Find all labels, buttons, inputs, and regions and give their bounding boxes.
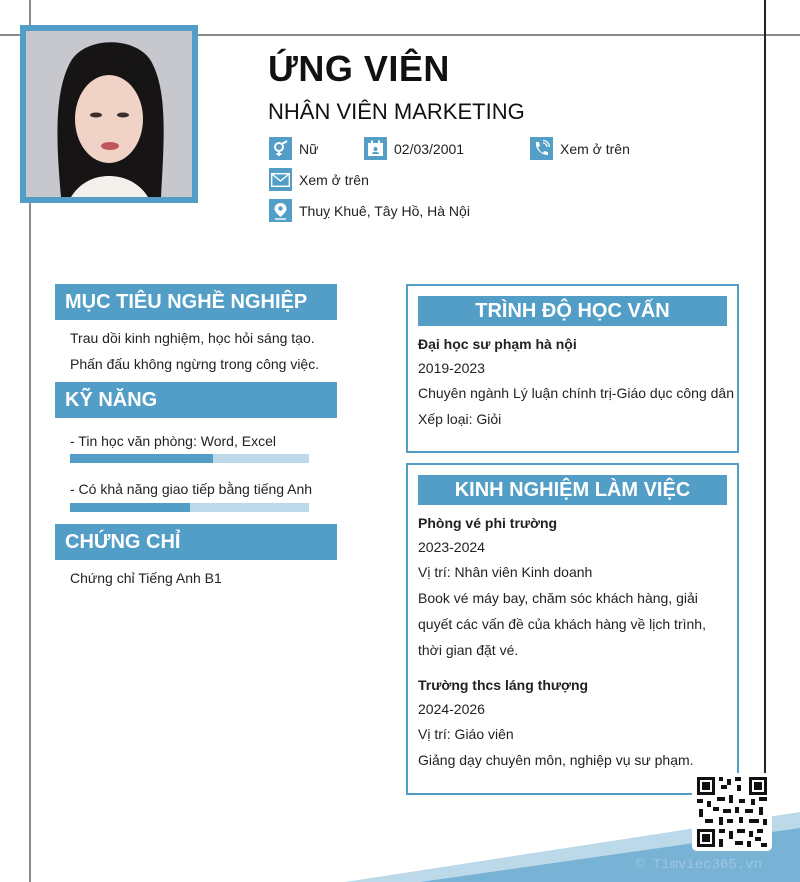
skill-label: - Tin học văn phòng: Word, Excel	[70, 433, 276, 449]
email-field	[269, 168, 369, 191]
phone-value: Xem ở trên	[560, 140, 630, 157]
birthday-field	[364, 137, 464, 160]
skill-bar-fill	[70, 503, 190, 512]
objective-line: Phấn đấu không ngừng trong công việc.	[70, 356, 320, 372]
job-description: quyết các vấn đề của khách hàng về lịch trình,	[418, 616, 706, 632]
calendar-icon	[364, 137, 387, 160]
job-description: Book vé máy bay, chăm sóc khách hàng, giải	[418, 590, 698, 606]
phone-field	[530, 137, 630, 160]
objective-line: Trau dồi kinh nghiệm, học hỏi sáng tạo.	[70, 330, 315, 346]
job-company: Phòng vé phi trường	[418, 515, 558, 531]
experience-section	[406, 463, 739, 795]
avatar-photo	[20, 25, 198, 203]
candidate-name: ỨNG VIÊN	[268, 48, 450, 89]
education-major: Chuyên ngành Lý luận chính trị-Giáo dục công dân	[418, 385, 734, 401]
education-school: Đại học sư phạm hà nội	[418, 336, 577, 352]
watermark: © Timviec365.vn	[636, 857, 763, 873]
job-period: 2024-2026	[418, 701, 485, 717]
gender-icon	[269, 137, 292, 160]
objective-heading: MỤC TIÊU NGHỀ NGHIỆP	[55, 284, 337, 320]
job-description: thời gian đặt vé.	[418, 642, 519, 658]
job-company: Trường thcs láng thượng	[418, 677, 589, 693]
qr-code[interactable]	[692, 773, 772, 851]
email-value: Xem ở trên	[299, 171, 369, 188]
certificate-item: Chứng chỉ Tiếng Anh B1	[70, 570, 222, 586]
education-section	[406, 284, 739, 453]
skills-heading: KỸ NĂNG	[55, 382, 337, 418]
address-value: Thuỵ Khuê, Tây Hồ, Hà Nội	[299, 202, 470, 219]
gender-value: Nữ	[299, 140, 319, 157]
job-period: 2023-2024	[418, 539, 485, 555]
location-icon	[269, 199, 292, 222]
email-icon	[269, 168, 292, 191]
certificates-heading: CHỨNG CHỈ	[55, 524, 337, 560]
job-position: Vị trí: Giáo viên	[418, 726, 514, 742]
address-field	[269, 199, 470, 222]
job-title: NHÂN VIÊN MARKETING	[268, 99, 525, 124]
skill-label: - Có khả năng giao tiếp bằng tiếng Anh	[70, 481, 313, 497]
gender-field	[269, 137, 318, 160]
education-grade: Xếp loại: Giỏi	[418, 411, 502, 427]
skill-bar-fill	[70, 454, 213, 463]
experience-heading: KINH NGHIỆM LÀM VIỆC	[418, 475, 727, 505]
skill-bar	[70, 454, 309, 463]
education-heading: TRÌNH ĐỘ HỌC VẤN	[418, 296, 727, 326]
skill-bar	[70, 503, 309, 512]
phone-icon	[530, 137, 553, 160]
job-description: Giảng dạy chuyên môn, nghiệp vụ sư phạm.	[418, 752, 694, 768]
job-position: Vị trí: Nhân viên Kinh doanh	[418, 564, 593, 580]
birthday-value: 02/03/2001	[394, 140, 465, 157]
education-period: 2019-2023	[418, 360, 485, 376]
